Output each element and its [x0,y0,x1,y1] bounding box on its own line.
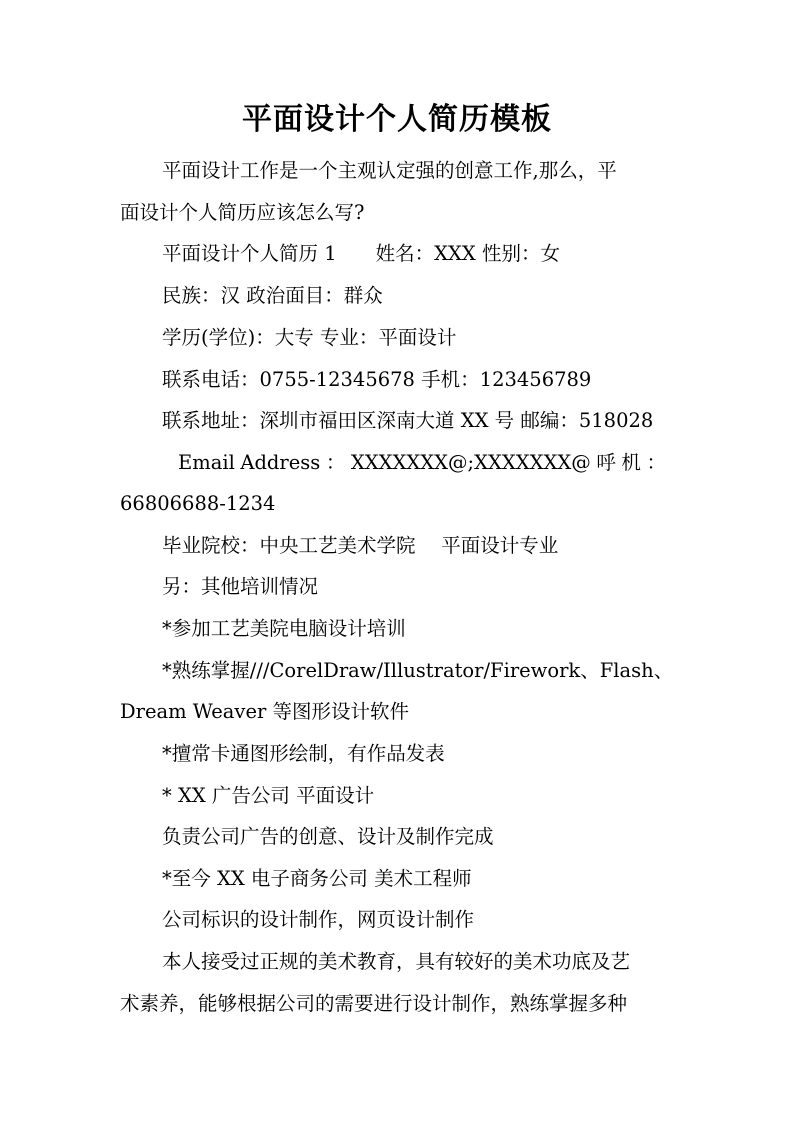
paragraph-line: Dream Weaver 等图形设计软件 [120,700,410,723]
email-label: Email [178,451,235,474]
paragraph-line: 另：其他培训情况 [162,575,319,598]
email-value: XXXXXXX@;XXXXXXX@ [350,451,591,474]
paragraph-line: 66806688-1234 [120,492,276,515]
pager-colon: ： [646,451,666,474]
paragraph-line: *参加工艺美院电脑设计培训 [162,617,406,640]
paragraph-line: 平面设计个人简历 1 姓名：XXX 性别：女 [162,242,560,265]
paragraph-line: 民族：汉 政治面目：群众 [162,284,383,307]
paragraph-line: *熟练掌握///CorelDraw/Illustrator/Firework、Flash、 [162,659,674,682]
email-colon: ： [325,451,346,474]
paragraph-line: 负责公司广告的创意、设计及制作完成 [162,825,494,848]
document-title: 平面设计个人简历模板 [242,102,552,137]
pager-label-1: 呼 [596,451,616,474]
paragraph-line: 联系地址：深圳市福田区深南大道 XX 号 邮编：518028 [162,409,654,432]
paragraph-line: 学历(学位)：大专 专业：平面设计 [162,326,457,349]
paragraph-line: 联系电话：0755-12345678 手机：123456789 [162,368,592,391]
address-label: Address [240,451,321,474]
paragraph-line: *至今 XX 电子商务公司 美术工程师 [162,867,472,890]
paragraph-line: *擅常卡通图形绘制，有作品发表 [162,742,445,765]
paragraph-line: 本人接受过正规的美术教育，具有较好的美术功底及艺 [162,950,631,973]
pager-label-2: 机 [621,451,641,474]
paragraph-line: 术素养，能够根据公司的需要进行设计制作，熟练掌握多种 [120,992,628,1015]
paragraph-line: 面设计个人简历应该怎么写? [120,201,365,224]
email-row [178,448,666,478]
paragraph-line: 毕业院校：中央工艺美术学院 平面设计专业 [162,534,559,557]
paragraph-line: * XX 广告公司 平面设计 [162,784,375,807]
paragraph-line: 公司标识的设计制作，网页设计制作 [162,908,475,931]
paragraph-line: 平面设计工作是一个主观认定强的创意工作,那么，平 [162,159,617,182]
